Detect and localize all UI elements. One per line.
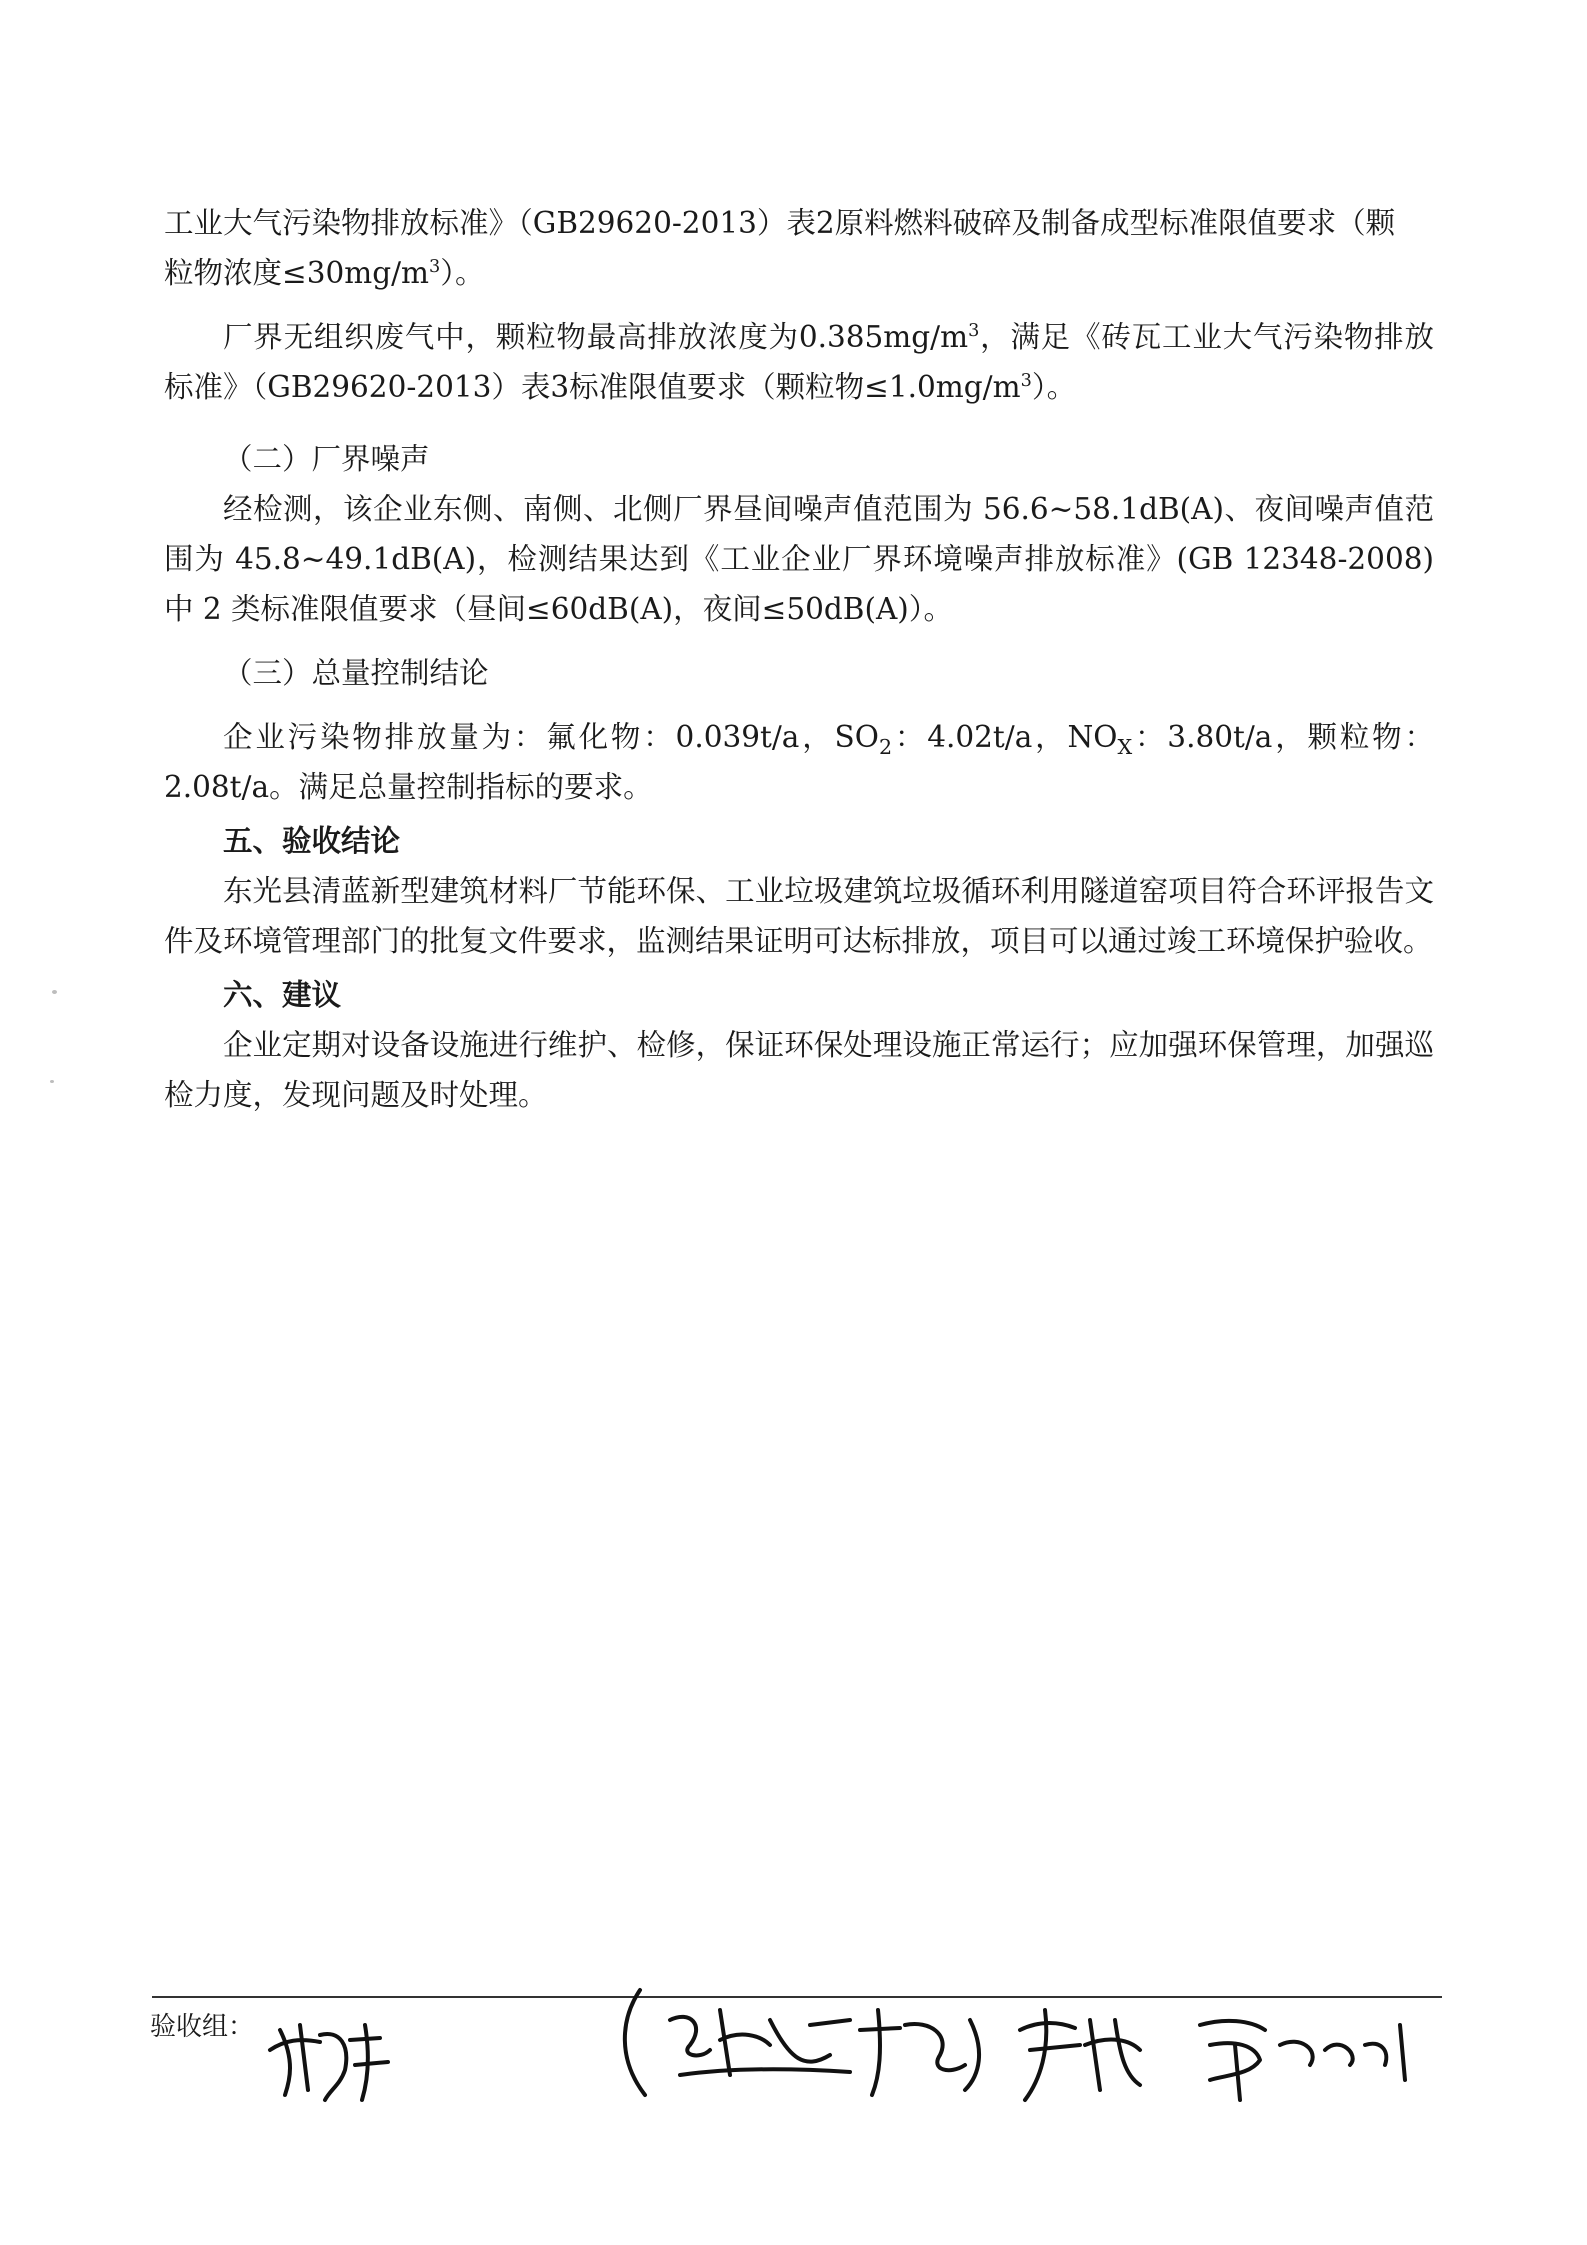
superscript: 3 bbox=[1020, 371, 1032, 392]
document-body bbox=[164, 198, 1434, 1120]
heading-section-5: 五、验收结论 bbox=[223, 823, 401, 858]
paragraph-text: 工业大气污染物排放标准》（GB29620-2013）表2原料燃料破碎及制备成型标准限值要求（颗 bbox=[164, 206, 1396, 240]
paragraph-text: ：3.80t/a，颗粒物：2.08t/a。满足总量控制指标的要求。 bbox=[164, 720, 1434, 804]
paragraph-total-emissions bbox=[164, 712, 1434, 812]
signature-4 bbox=[1020, 2010, 1140, 2100]
signature-5 bbox=[1200, 2021, 1405, 2100]
paragraph-recommendations: 企业定期对设备设施进行维护、检修，保证环保处理设施正常运行；应加强环保管理，加强巡检力度，发现问题及时处理。 bbox=[164, 1028, 1434, 1112]
paragraph-noise-results: 经检测，该企业东侧、南侧、北侧厂界昼间噪声值范围为 56.6~58.1dB(A)、夜间噪声值范围为 45.8~49.1dB(A)，检测结果达到《工业企业厂界环境噪声排放标准》(GB 12348-2008) 中 2 类标准限值要求（昼间≤60dB(A)，夜间≤50dB(A)）。 bbox=[164, 492, 1434, 626]
scan-speck bbox=[50, 1080, 54, 1083]
superscript: 3 bbox=[968, 321, 980, 342]
acceptance-group-label: 验收组： bbox=[150, 2012, 255, 2042]
paragraph-text: 企业污染物排放量为：氟化物：0.039t/a，SO bbox=[223, 720, 879, 754]
signature-3 bbox=[860, 2010, 979, 2095]
superscript: 3 bbox=[429, 257, 441, 278]
subscript: X bbox=[1117, 734, 1133, 759]
paragraph-text: ）。 bbox=[440, 256, 485, 290]
signature-2 bbox=[625, 1990, 850, 2095]
paragraph-fugitive-emissions bbox=[164, 312, 1434, 412]
paragraph-text: 粒物浓度≤30mg/m bbox=[164, 256, 430, 290]
heading-section-6: 六、建议 bbox=[223, 977, 342, 1012]
paragraph-text: ：4.02t/a，NO bbox=[892, 720, 1118, 754]
handwritten-signatures bbox=[250, 1950, 1450, 2110]
subscript: 2 bbox=[878, 734, 893, 759]
paragraph-text: 厂界无组织废气中，颗粒物最高排放浓度为0.385mg/m bbox=[223, 320, 969, 354]
paragraph-standard-continuation bbox=[164, 198, 1434, 298]
signature-1 bbox=[270, 2025, 388, 2100]
scan-speck bbox=[52, 990, 57, 994]
paragraph-text: ）。 bbox=[1031, 370, 1077, 404]
heading-total-control: （三）总量控制结论 bbox=[223, 656, 489, 690]
heading-boundary-noise: （二）厂界噪声 bbox=[223, 442, 430, 476]
paragraph-acceptance-conclusion: 东光县清蓝新型建筑材料厂节能环保、工业垃圾建筑垃圾循环利用隧道窑项目符合环评报告文件及环境管理部门的批复文件要求，监测结果证明可达标排放，项目可以通过竣工环境保护验收。 bbox=[164, 874, 1434, 958]
paragraph-text: ，满足《砖瓦工业大气污染物排放标准》（GB29620-2013）表3标准限值要求（颗粒物≤1.0mg/m bbox=[164, 320, 1434, 404]
